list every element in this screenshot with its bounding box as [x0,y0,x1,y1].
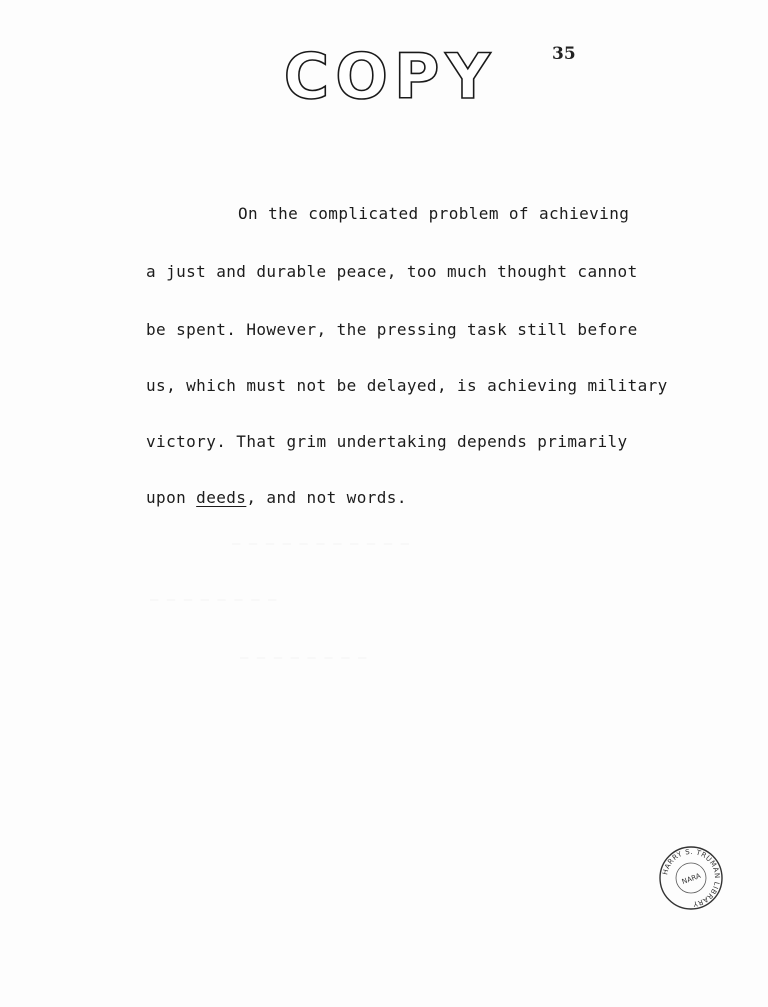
stamp-inner-text: NARA [680,871,702,887]
stamp-outer-text: HARRY S. TRUMAN LIBRARY [661,847,722,908]
paragraph-line-1: On the complicated problem of achieving [238,204,630,223]
paragraph-line-3: be spent. However, the pressing task still before [146,320,638,339]
line6-suffix: , and not words. [246,488,407,507]
paragraph-line-4: us, which must not be delayed, is achieving military [146,376,668,395]
archive-library-stamp [658,845,724,911]
page-number: 35 [552,44,576,64]
paragraph-line-2: a just and durable peace, too much thought cannot [146,262,638,281]
copy-stamp-text: COPY [284,44,496,108]
show-through-text [232,536,409,552]
line6-prefix: upon [146,488,197,507]
paragraph-line-5: victory. That grim undertaking depends primarily [146,432,628,451]
paragraph-line-6 [146,488,407,507]
underlined-word: deeds [196,488,247,507]
copy-stamp [284,44,496,108]
show-through-text [150,592,276,608]
show-through-text [240,650,366,666]
